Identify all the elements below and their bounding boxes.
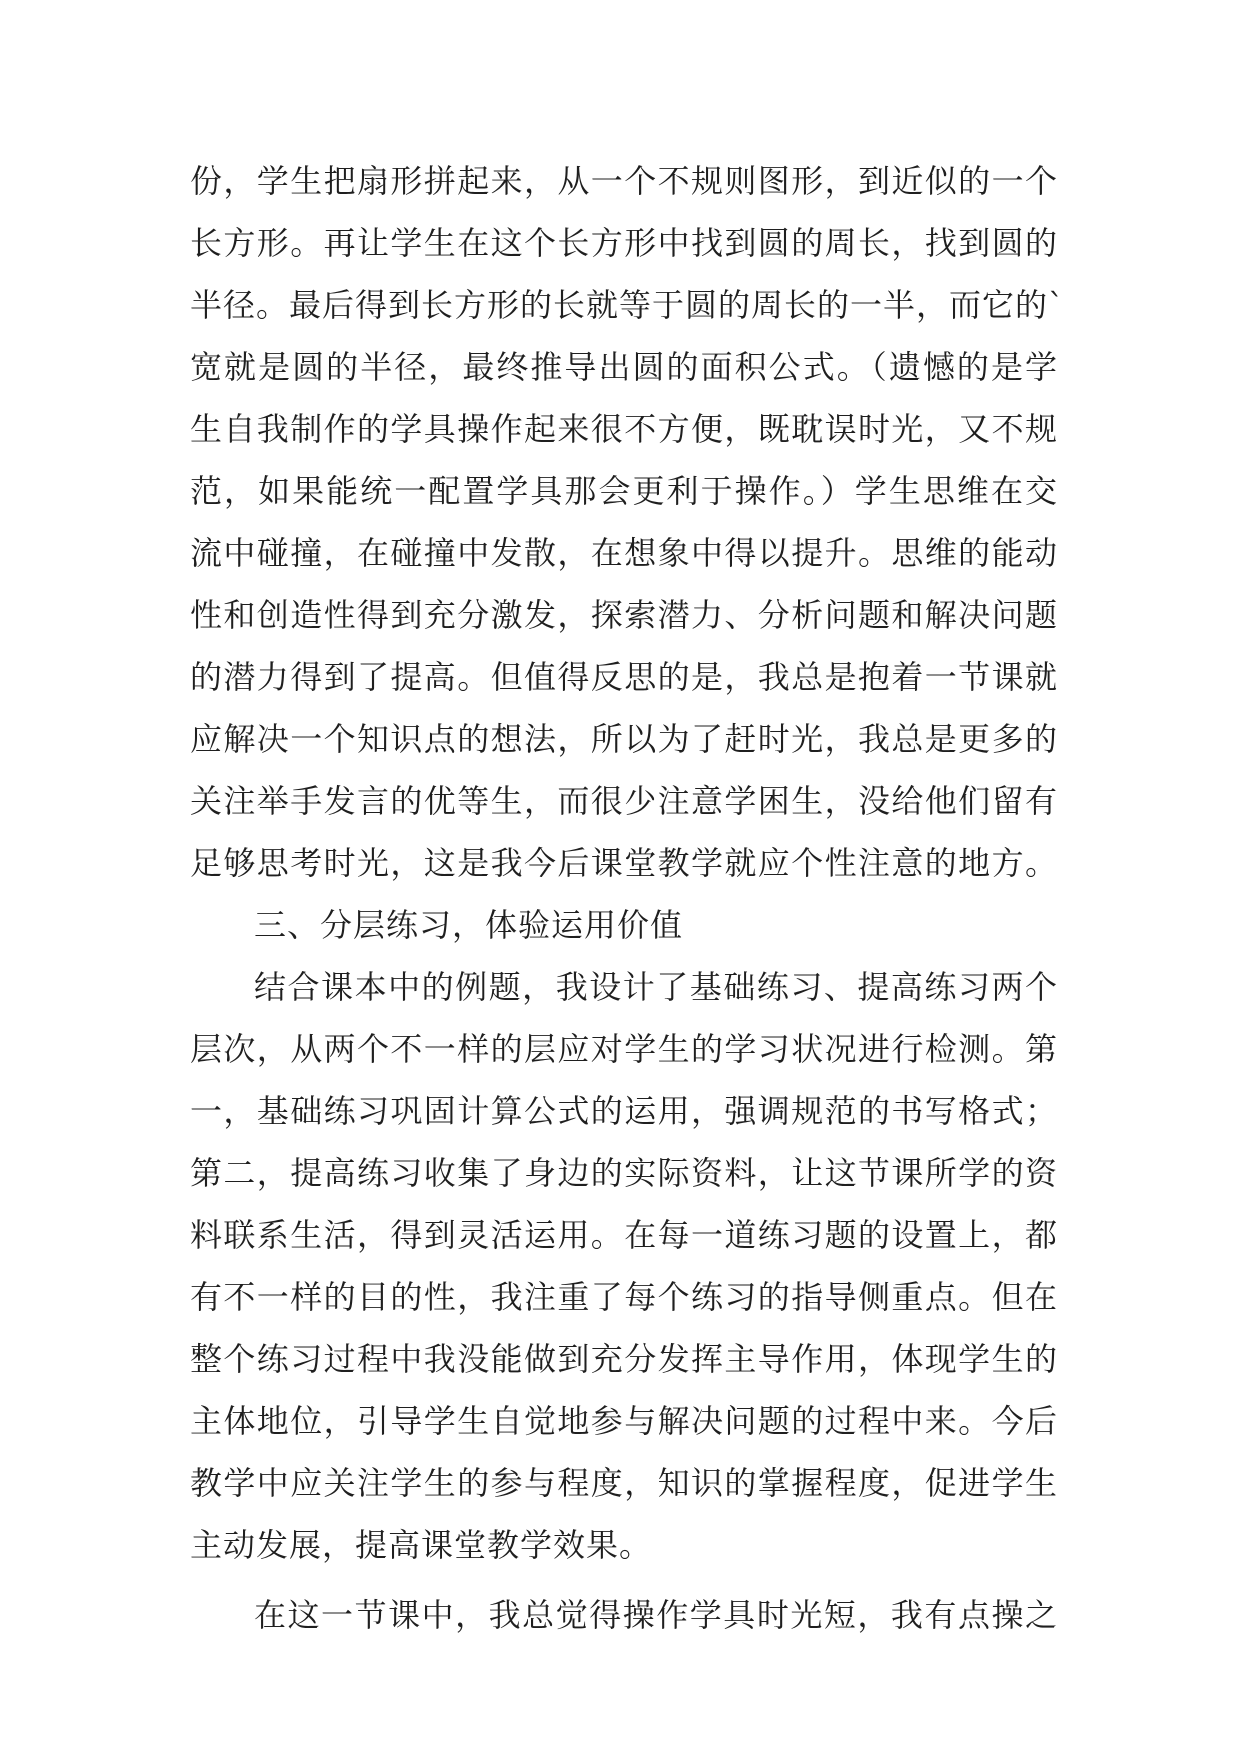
text-line: 长方形。再让学生在这个长方形中找到圆的周长，找到圆的 <box>190 224 1058 262</box>
text-line: 流中碰撞，在碰撞中发散，在想象中得以提升。思维的能动 <box>190 534 1058 572</box>
paragraph-gap <box>190 1576 1058 1584</box>
text-line: 一，基础练习巩固计算公式的运用，强调规范的书写格式； <box>190 1092 1058 1130</box>
text-line: 有不一样的目的性，我注重了每个练习的指导侧重点。但在 <box>190 1278 1058 1316</box>
text-line: 半径。最后得到长方形的长就等于圆的周长的一半，而它的` <box>190 286 1066 324</box>
text-line: 生自我制作的学具操作起来很不方便，既耽误时光，又不规 <box>190 410 1058 448</box>
text-line: 主体地位，引导学生自觉地参与解决问题的过程中来。今后 <box>190 1402 1058 1440</box>
text-line: 应解决一个知识点的想法，所以为了赶时光，我总是更多的 <box>190 720 1058 758</box>
text-line: 教学中应关注学生的参与程度，知识的掌握程度，促进学生 <box>190 1464 1058 1502</box>
text-line: 结合课本中的例题，我设计了基础练习、提高练习两个 <box>254 968 1058 1006</box>
document-body <box>190 150 1066 1646</box>
text-line: 性和创造性得到充分激发，探索潜力、分析问题和解决问题 <box>190 596 1058 634</box>
text-line: 份，学生把扇形拼起来，从一个不规则图形，到近似的一个 <box>190 162 1058 200</box>
text-line: 第二，提高练习收集了身边的实际资料，让这节课所学的资 <box>190 1154 1058 1192</box>
text-line: 在这一节课中，我总觉得操作学具时光短，我有点操之 <box>254 1596 1058 1634</box>
text-line: 主动发展，提高课堂教学效果。 <box>190 1526 653 1564</box>
text-line: 料联系生活，得到灵活运用。在每一道练习题的设置上，都 <box>190 1216 1058 1254</box>
text-line: 的潜力得到了提高。但值得反思的是，我总是抱着一节课就 <box>190 658 1058 696</box>
text-line: 范，如果能统一配置学具那会更利于操作。）学生思维在交 <box>190 472 1058 510</box>
text-line: 宽就是圆的半径，最终推导出圆的面积公式。（遗憾的是学 <box>190 348 1058 386</box>
section-heading: 三、分层练习，体验运用价值 <box>254 906 684 944</box>
text-line: 足够思考时光，这是我今后课堂教学就应个性注意的地方。 <box>190 844 1058 882</box>
text-line: 关注举手发言的优等生，而很少注意学困生，没给他们留有 <box>190 782 1058 820</box>
text-line: 整个练习过程中我没能做到充分发挥主导作用，体现学生的 <box>190 1340 1058 1378</box>
text-line: 层次，从两个不一样的层应对学生的学习状况进行检测。第 <box>190 1030 1058 1068</box>
